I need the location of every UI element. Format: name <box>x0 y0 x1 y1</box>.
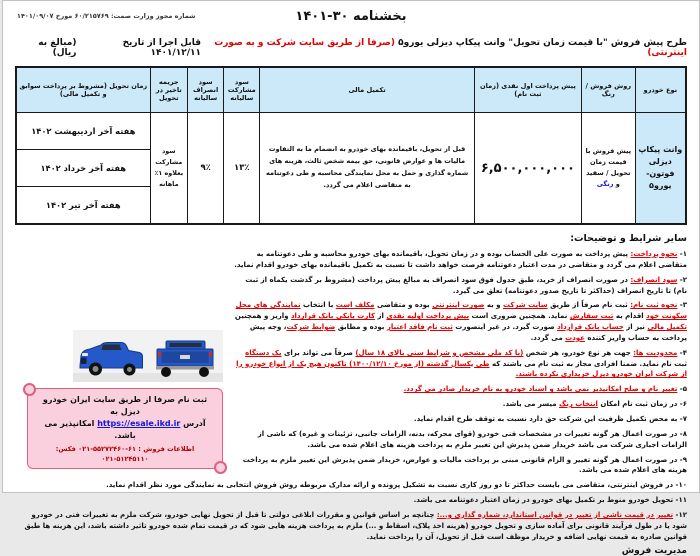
term-text: در صورت اعمال هر گونه تغییرات در مشخصات فنی خودرو (قوای محرکه، بدنه، الزامات جانبی، تزئینات و غیره) که ناشی از الزامات اجباری شرکت می باشد خریدار ضمن پذیرش این تغییر ملزم به پرداخت هزینه های اعلام شده می باشد. <box>257 429 687 449</box>
amounts-note: (مبالغ به ریال) <box>38 38 77 58</box>
registration-callout <box>27 388 223 469</box>
cancellation-profit-cell: ۹٪ <box>188 113 224 225</box>
term-text: ثبت نام نماید. ضمنا افرادی مجاز به ثبت نام می باشند که <box>489 359 687 368</box>
table-row <box>16 113 686 150</box>
term-text: در زمان ثبت نام امکان <box>597 400 678 409</box>
ministry-permit-number: شماره مجوز وزارت صمت: ۶۰/۲۱۵۷۶۹ مورخ ۱۴۰۱/۰۹/۰۷ <box>17 12 196 20</box>
term-text: از <box>375 312 387 321</box>
term-item <box>15 275 687 297</box>
plan-title-line <box>15 38 687 58</box>
term-item <box>15 249 687 271</box>
plan-title-red-note: (صرفا از طریق سایت شرکت و به صورت اینترنتی) <box>214 38 687 58</box>
term-text: نماید. همچنین ضروری است <box>469 312 570 321</box>
term-number: ۶- <box>677 400 687 409</box>
col-header-vehicle-type: نوع خودرو <box>635 67 686 113</box>
truck-image <box>73 329 223 383</box>
term-text: تحویل خودرو منوط بر تکمیل بهای خودرو در زمان اعتبار دعوتنامه می باشد. <box>413 496 674 505</box>
callout-line2 <box>36 418 214 442</box>
esale-link[interactable]: https://esale.ikd.ir <box>97 419 181 428</box>
term-text: ثبت نام صرفاً از طریق <box>547 301 631 310</box>
term-text: در فروش اینترنتی، متقاضی می بایست حداکثر تا دو روز کاری نسبت به تشکیل پرونده و ارائه مدارک مربوطه روش فروش انتخابی به نمایندگی مورد نظر اقدام نماید. <box>106 481 674 490</box>
financial-completion-cell: قبل از تحویل، باقیمانده بهای خودرو به انضمام ما به التفاوت مالیات ها و عوارض قانونی، حق بیمه شخص ثالث، هزینه های شماره گذاری و حمل به محل نمایندگی محاسبه و طی دعوتنامه به متقاضی اعلام می گردد. <box>260 113 474 225</box>
term-highlighted-text: تکمیل مالی <box>647 323 687 332</box>
term-text: صورت گیرد. در غیر اینصورت <box>452 323 558 332</box>
term-number: ۱۲- <box>673 510 687 519</box>
term-highlighted-text: سود انصراف: <box>630 275 678 284</box>
callout-sales-phones: اطلاعات فروش : ۶۱-۵۵۲۷۲۴۶۰-۰۲۱ فکس: ۵۱۲۴۵۱۱۰-۰۲۱ <box>55 445 195 464</box>
term-highlighted-text: ضوابط شرکت <box>286 323 336 332</box>
term-text: پیش پرداخت به صورت علی الحساب بوده و در زمان تحویل، باقیمانده بهای خودرو محاسبه و طی دعوتنامه به متقاضی اعلام می گردد و متقاضی در مدت اعتبار دعوتنامه فرصت خواهد داشت تا نسبت به تکمیل باقیمانده بهای خودرو اقدام نماید. <box>234 250 687 269</box>
term-item <box>15 510 687 543</box>
callout-line1: ثبت نام صرفا از طریق سایت ایران خودرو دیزل به <box>42 395 208 416</box>
effective-date: قابل اجرا از تاریخ ۱۴۰۱/۱۲/۱۱ <box>122 38 201 58</box>
term-text: در صورت اعمال هر گونه تغییر و الزام قانونی مبنی بر پرداخت مالیات و عوارض، خریدار ضمن پذیرش این تغییر ملزم به پرداخت هزینه های اعلام شده می باشد. <box>242 455 687 475</box>
term-highlighted-text: انتخاب رنگ <box>559 400 598 409</box>
term-text: می گردد. <box>530 333 566 342</box>
term-text: ، وجه پیش پرداخت به حساب واریز کننده <box>249 323 687 342</box>
term-highlighted-text: تغییر در قیمت ناشی از تغییر در قوانین استاندارد، شماره گذاری و...: <box>436 510 674 519</box>
term-text: جهت هر نوع خودرو، هر شخص <box>523 348 634 357</box>
term-number: ۵- <box>677 385 687 394</box>
sale-method-cell <box>582 113 636 225</box>
term-text: میسر می باشد. <box>502 400 560 409</box>
term-number: ۳- <box>677 301 687 310</box>
term-text: اقدام به <box>613 312 647 321</box>
term-highlighted-text: حساب بانک قرارداد <box>557 323 624 332</box>
callout-line2-post: امکانپذیر می باشد. <box>44 419 136 440</box>
term-text: به محض تکمیل ظرفیت این شرکت حق دارد نسبت به توقف طرح اقدام نماید. <box>413 414 678 423</box>
sale-method-colored-text: رنگی <box>596 180 614 189</box>
term-highlighted-text: تغییر نام و صلح امکانپذیر نمی باشد و اسناد خودرو به نام خریدار صادر می گردد. <box>403 385 678 394</box>
term-number: ۲- <box>677 275 687 284</box>
callout-line2-pre: آدرس <box>180 419 206 428</box>
col-header-delay-penalty: جریمه تاخیر در تحویل <box>150 67 188 113</box>
term-highlighted-text: صورت اینترنتی <box>432 301 485 310</box>
term-highlighted-text: کارت بانکی بانک قرارداد <box>290 312 376 321</box>
delivery-time-cell-3: هفته آخر تیر ۱۴۰۲ <box>16 187 150 225</box>
term-item <box>15 480 687 491</box>
term-number: ۱۰- <box>673 481 687 490</box>
col-header-delivery-time: زمان تحویل (مشروط بر پرداخت سوابق و تکمیل مالی) <box>16 67 150 113</box>
bulletin-page <box>2 0 700 556</box>
first-payment-cell: ۶,۵۰۰,۰۰۰,۰۰۰ <box>474 113 581 225</box>
scroll-curl-icon <box>23 383 36 396</box>
term-highlighted-text: ثبت نام فاقد اعتبار <box>386 323 453 332</box>
term-text: صرفاً می تواند برای <box>281 348 356 357</box>
term-text: در صورت انصراف از خرید، طبق جدول فوق سود انصراف به مبالغ پیش پرداخت (مشروط بر گذشت یکماه از ثبت نام) تا تاریخ انصراف (حداکثر تا تاریخ صدور دعوتنامه) تعلق می گیرد. <box>245 275 687 295</box>
term-highlighted-text: مکلف است <box>335 301 375 310</box>
col-header-sale-method: روش فروش / رنگ <box>582 67 636 113</box>
term-item <box>15 495 687 506</box>
media-block <box>15 329 223 469</box>
vehicle-type-cell: وانت پیکاپ دیزلی فوتون- یورو۵ <box>635 113 686 225</box>
term-highlighted-text: سایت شرکت <box>502 301 548 310</box>
participation-profit-cell: ۱۳٪ <box>224 113 260 225</box>
term-number: ۱۱- <box>673 496 687 505</box>
plan-title <box>201 38 687 58</box>
term-text: بوده و متقاضی <box>374 301 433 310</box>
sale-method-text: پیش فروش با قیمت زمان تحویل / سفید و <box>585 146 632 189</box>
col-header-first-payment: پیش پرداخت اول نقدی (زمان ثبت نام) <box>474 67 581 113</box>
term-highlighted-text: نحوه پرداخت: <box>630 250 678 258</box>
term-number: ۷- <box>677 414 687 423</box>
term-highlighted-text: (با کد ملی مشخص و شرایط سنی بالای ۱۸ سال) <box>355 348 524 357</box>
page-header <box>15 7 687 29</box>
term-text: با انتخاب <box>300 301 336 310</box>
col-header-participation-profit: سود مشارکت سالیانه <box>224 67 260 113</box>
term-highlighted-text: ثبت سفارش <box>569 312 614 321</box>
table-header-row <box>16 67 686 113</box>
bulletin-title: بخشنامه ۳۰-۱۴۰۱ <box>295 9 407 24</box>
plan-title-black: طرح پیش فروش "با قیمت زمان تحویل" وانت پیکاپ دیزلی یورو۵ <box>398 38 687 48</box>
term-number: ۸- <box>677 429 687 438</box>
term-highlighted-text: نمایندگی های محل سکونت خود <box>235 301 687 321</box>
term-highlighted-text: طی یکسال گذشته (از مورخ ۱۴۰۰/۱۲/۱۰) تاکنون هیچ یک از انواع خودرو را از شرکت ایران خودرو دیزل خریداری نکرده باشند. <box>236 359 687 379</box>
col-header-financial-completion: تکمیل مالی <box>260 67 474 113</box>
term-highlighted-text: یک دستگاه <box>245 348 282 357</box>
term-text: نیز از <box>623 323 648 332</box>
term-number: ۹- <box>677 455 687 464</box>
term-text: بوده و مطابق <box>335 323 387 332</box>
delay-penalty-cell: سود مشارکت بعلاوه ۱٪ ماهانه <box>150 113 188 225</box>
pre-sale-table <box>15 66 687 225</box>
term-highlighted-text: عودت <box>565 333 585 342</box>
delivery-time-cell-2: هفته آخر خرداد ۱۴۰۲ <box>16 150 150 187</box>
delivery-time-cell-1: هفته آخر اردیبهشت ۱۴۰۲ <box>16 113 150 150</box>
sales-management-signature: مدیریت فروش <box>621 546 687 556</box>
term-text: چنانچه بر اساس قوانین و مقررات ابلاغی دولتی تا قبل از تحویل نهایی خودرو، شرکت ملزم به تغییرات فنی در خودرو شود یا در طول فرآیند قانونی برای آماده سازی و تحویل خودرو (هزینه اخذ پلاک، اسقاط و ...) ملزم به پرداخت هزینه هایی شود که در قیمت تمام شده خودرو تاثیر داشته باشد، این هزینه ها طبق قوانین صادره به قیمت نهایی اضافه و خریدار موظف است قبل از تحویل، آن را پرداخت نماید. <box>24 510 687 541</box>
term-text: واریز و همچنین <box>234 312 291 321</box>
term-number: ۴- <box>677 348 687 357</box>
term-highlighted-text: محدودیت ها: <box>633 348 678 357</box>
term-highlighted-text: نحوه ثبت نام: <box>630 301 678 310</box>
term-highlighted-text: پیش پرداخت اولیه نقدی <box>386 312 470 321</box>
terms-list <box>15 249 687 542</box>
col-header-cancellation-profit: سود انصراف سالیانه <box>188 67 224 113</box>
term-number: ۱- <box>677 250 687 258</box>
term-text: و به <box>484 301 503 310</box>
terms-section-title: سایر شرایط و توضیحات: <box>570 233 687 244</box>
